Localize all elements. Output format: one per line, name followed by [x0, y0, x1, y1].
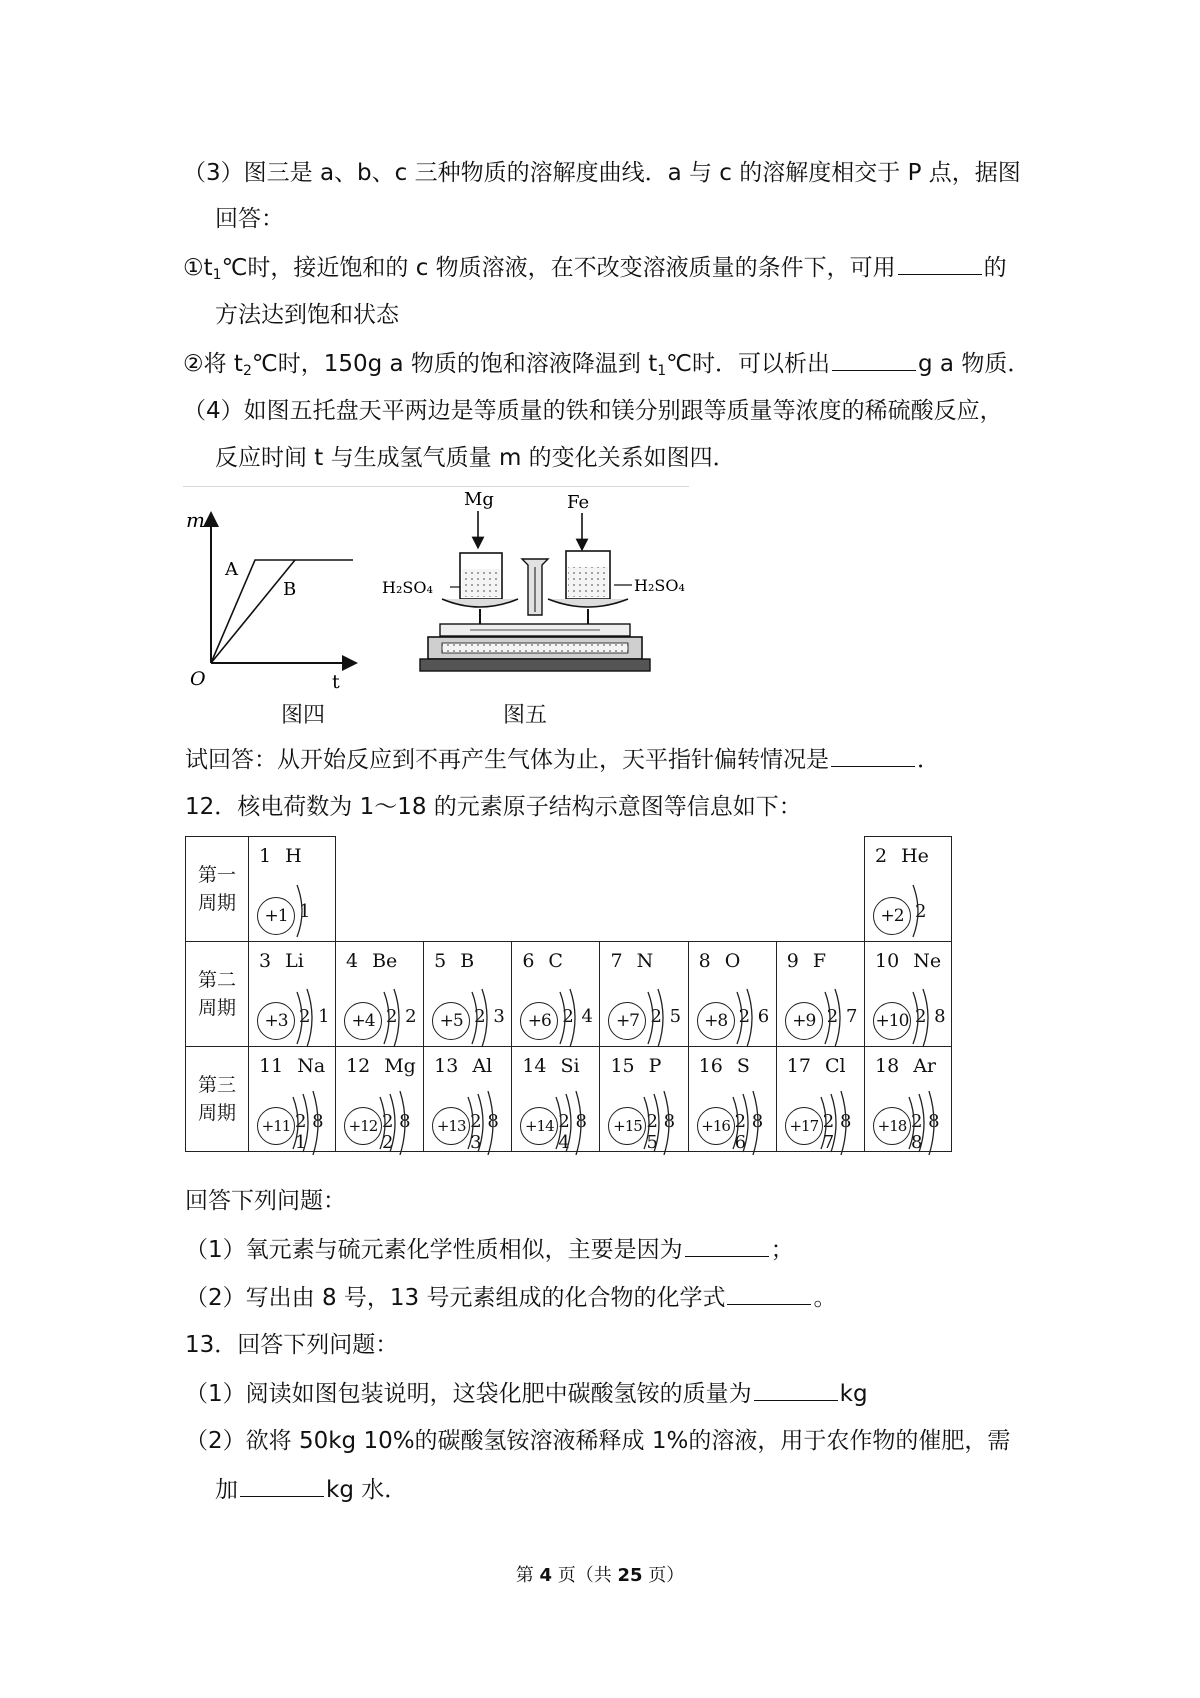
electron-shells: 2 8 7	[822, 1111, 852, 1153]
period-row-3	[186, 1047, 952, 1152]
electron-shells: 2 1	[299, 1006, 331, 1027]
figure-five-balance	[380, 487, 700, 687]
period-row-1	[186, 837, 952, 942]
answer-blank[interactable]	[832, 348, 916, 371]
electron-shells: 2 5	[650, 1006, 683, 1027]
element-cell: 2 He +2 2	[865, 837, 952, 942]
nucleus-circle: +8	[697, 1002, 735, 1040]
electron-shells: 2 8 2	[382, 1111, 411, 1153]
figure-four-caption: 图四	[281, 703, 326, 728]
q11-p4-line2: 反应时间 t 与生成氢气质量 m 的变化关系如图四．	[215, 445, 736, 471]
element-cell: 1 H +1 1	[249, 837, 336, 942]
element-cell: 3 Li +3 2 1	[249, 942, 336, 1047]
nucleus-circle: +13	[432, 1107, 470, 1145]
answer-blank[interactable]	[727, 1282, 811, 1305]
element-cell: 6 C +6 2 4	[512, 942, 600, 1047]
origin-label: O	[190, 668, 206, 690]
nucleus-circle: +1	[257, 897, 295, 935]
nucleus-circle: +15	[608, 1107, 646, 1145]
figure-four-graph	[180, 505, 360, 695]
electron-shells: 2 8 5	[646, 1111, 676, 1153]
element-cell: 16 S +16 2 8 6	[688, 1047, 776, 1152]
electron-shells: 1	[299, 901, 312, 922]
electron-shells: 2	[915, 901, 928, 922]
q12-sub2: （2）写出由 8 号，13 号元素组成的化合物的化学式 。	[185, 1282, 836, 1313]
period-label: 第一 周期	[186, 837, 249, 942]
q12-stem: 12．核电荷数为 1～18 的元素原子结构示意图等信息如下：	[185, 794, 802, 820]
y-axis-label: m	[186, 508, 205, 532]
mg-label: Mg	[464, 489, 494, 510]
element-cell: 13 Al +13 2 8 3	[424, 1047, 512, 1152]
q13-sub2-line1: （2）欲将 50kg 10%的碳酸氢铵溶液稀释成 1%的溶液，用于农作物的催肥，需	[185, 1428, 1011, 1454]
fe-label: Fe	[567, 492, 590, 513]
x-axis-label: t	[332, 671, 340, 693]
electron-shells: 2 7	[826, 1006, 859, 1027]
element-cell: 8 O +8 2 6	[688, 942, 776, 1047]
q11-p4-line1: （4）如图五托盘天平两边是等质量的铁和镁分别跟等质量等浓度的稀硫酸反应，	[183, 398, 1003, 424]
electron-shells: 2 3	[474, 1006, 506, 1027]
line-b	[211, 560, 295, 663]
q11-p3-line2: 回答：	[215, 206, 284, 232]
nucleus-circle: +9	[785, 1002, 823, 1040]
nucleus-circle: +16	[697, 1107, 735, 1145]
nucleus-circle: +18	[873, 1107, 911, 1145]
element-cell: 12 Mg +12 2 8 2	[336, 1047, 424, 1152]
electron-shells: 2 4	[562, 1006, 594, 1027]
q13-sub2-line2: 加 kg 水．	[215, 1474, 407, 1505]
electron-shells: 2 8 1	[295, 1111, 324, 1153]
element-cell: 9 F +9 2 7	[776, 942, 864, 1047]
answer-blank[interactable]	[754, 1378, 838, 1401]
element-cell: 11 Na +11 2 8 1	[249, 1047, 336, 1152]
answer-blank[interactable]	[240, 1474, 324, 1497]
nucleus-circle: +12	[344, 1107, 382, 1145]
nucleus-circle: +3	[257, 1002, 295, 1040]
nucleus-circle: +5	[432, 1002, 470, 1040]
electron-shells: 2 8 3	[470, 1111, 499, 1153]
q11-p3b-line: ②将 $t_2℃$时，150g a 物质的饱和溶液降温到 $t_1℃$时．可以析出 g a 物质．	[183, 348, 1030, 386]
element-cell: 14 Si +14 2 8 4	[512, 1047, 600, 1152]
nucleus-circle: +2	[873, 897, 911, 935]
nucleus-circle: +7	[608, 1002, 646, 1040]
element-cell: 15 P +15 2 8 5	[600, 1047, 688, 1152]
answer-blank[interactable]	[685, 1234, 769, 1257]
element-cell: 10 Ne +10 2 8	[865, 942, 952, 1047]
q12-prompt: 回答下列问题：	[185, 1188, 346, 1214]
electron-shells: 2 8 4	[558, 1111, 587, 1153]
nucleus-circle: +4	[344, 1002, 382, 1040]
answer-blank[interactable]	[898, 252, 982, 275]
q11-p3a-line2: 方法达到饱和状态	[215, 302, 399, 328]
nucleus-circle: +10	[873, 1002, 911, 1040]
answer-blank[interactable]	[831, 744, 915, 767]
electron-shells: 2 8 8	[911, 1111, 940, 1153]
period-label: 第二 周期	[186, 942, 249, 1047]
nucleus-circle: +6	[520, 1002, 558, 1040]
electron-shells: 2 8 6	[734, 1111, 764, 1153]
periodic-table	[185, 836, 952, 1152]
q13-sub1: （1）阅读如图包装说明，这袋化肥中碳酸氢铵的质量为 kg	[185, 1378, 868, 1409]
q12-sub1: （1）氧元素与硫元素化学性质相似，主要是因为 ；	[185, 1234, 794, 1265]
right-acid-label: H₂SO₄	[634, 576, 685, 595]
figure-five-caption: 图五	[503, 703, 548, 728]
q11-answer-line: 试回答：从开始反应到不再产生气体为止，天平指针偏转情况是 ．	[185, 744, 940, 775]
element-cell: 7 N +7 2 5	[600, 942, 688, 1047]
q11-p3a-line1: $①t_1℃$时，接近饱和的 c 物质溶液，在不改变溶液质量的条件下，可用 的	[183, 252, 1007, 290]
electron-shells: 2 6	[738, 1006, 771, 1027]
element-cell: 17 Cl +17 2 8 7	[776, 1047, 864, 1152]
element-cell: 4 Be +4 2 2	[336, 942, 424, 1047]
line-b-label: B	[283, 579, 297, 600]
left-acid-label: H₂SO₄	[382, 578, 433, 597]
element-cell: 5 B +5 2 3	[424, 942, 512, 1047]
element-cell: 18 Ar +18 2 8 8	[865, 1047, 952, 1152]
electron-shells: 2 2	[386, 1006, 418, 1027]
q13-stem: 13．回答下列问题：	[185, 1332, 399, 1358]
period-row-2	[186, 942, 952, 1047]
electron-shells: 2 8	[915, 1006, 947, 1027]
line-a-label: A	[225, 559, 238, 580]
nucleus-circle: +17	[785, 1107, 823, 1145]
nucleus-circle: +11	[257, 1107, 295, 1145]
page-footer: 第 4 页（共 25 页）	[515, 1565, 685, 1586]
nucleus-circle: +14	[520, 1107, 558, 1145]
q11-p3-line1: （3）图三是 a、b、c 三种物质的溶解度曲线．a 与 c 的溶解度相交于 P 点，据图	[183, 160, 1021, 186]
period-label: 第三 周期	[186, 1047, 249, 1152]
